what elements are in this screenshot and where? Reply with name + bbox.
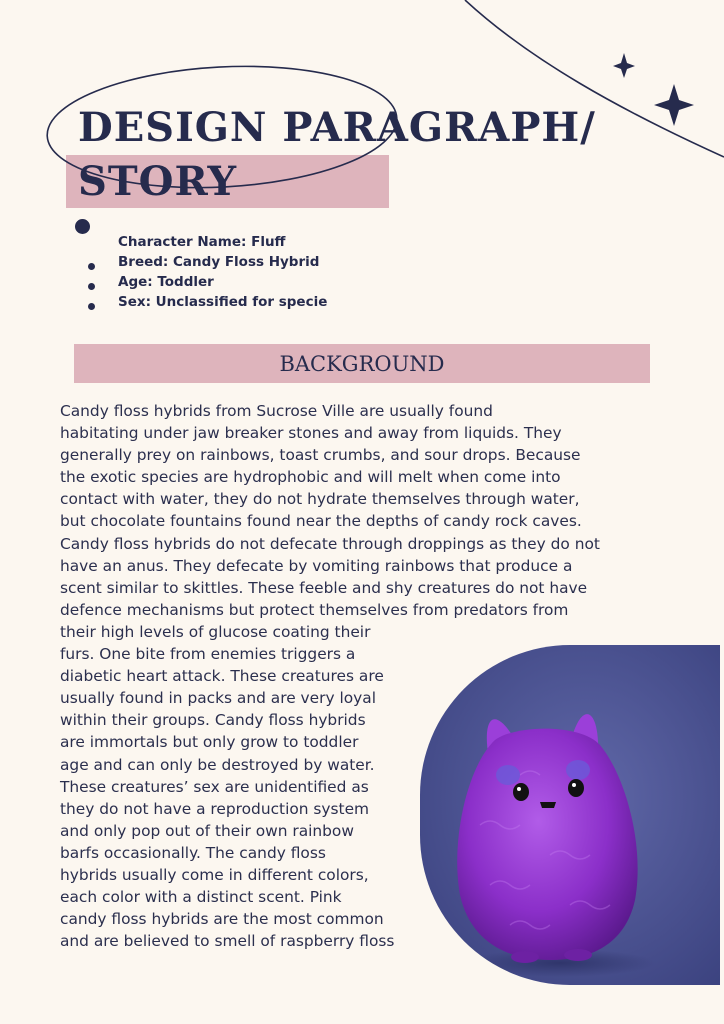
story-line: habitating under jaw breaker stones and away from liquids. They: [60, 424, 562, 443]
story-line: they do not have a reproduction system: [60, 799, 370, 818]
story-line: hybrids usually come in different colors,: [60, 865, 369, 884]
page-title-line-2: STORY: [78, 158, 238, 205]
story-line: the exotic species are hydrophobic and will melt when come into: [60, 468, 561, 487]
story-line: their high levels of glucose coating their: [60, 622, 371, 641]
story-line: have an anus. They defecate by vomiting rainbows that produce a: [60, 556, 573, 575]
story-line: and are believed to smell of raspberry floss: [60, 932, 395, 951]
character-name: Character Name: Fluff: [118, 234, 286, 250]
story-line: usually found in packs and are very loyal: [60, 689, 376, 708]
section-heading: BACKGROUND: [279, 351, 445, 376]
story-line: age and can only be destroyed by water.: [60, 755, 375, 774]
page-title-line-1: DESIGN PARAGRAPH/: [78, 104, 596, 151]
story-line: within their groups. Candy floss hybrids: [60, 711, 366, 730]
story-line: barfs occasionally. The candy floss: [60, 843, 326, 862]
story-line: defence mechanisms but protect themselves from predators from: [60, 600, 569, 619]
story-line: contact with water, they do not hydrate themselves through water,: [60, 490, 580, 509]
story-line: diabetic heart attack. These creatures are: [60, 667, 384, 686]
story-line: furs. One bite from enemies triggers a: [60, 645, 356, 664]
character-age: Age: Toddler: [118, 274, 214, 290]
character-sex: Sex: Unclassified for specie: [118, 294, 328, 310]
story-line: and only pop out of their own rainbow: [60, 821, 354, 840]
story-line: generally prey on rainbows, toast crumbs, and sour drops. Because: [60, 446, 581, 465]
story-line: candy floss hybrids are the most common: [60, 910, 384, 929]
story-line: Candy floss hybrids do not defecate through droppings as they do not: [60, 534, 600, 553]
story-line: scent similar to skittles. These feeble and shy creatures do not have: [60, 578, 588, 597]
character-breed: Breed: Candy Floss Hybrid: [118, 254, 320, 270]
story-line: are immortals but only grow to toddler: [60, 733, 359, 752]
story-line: each color with a distinct scent. Pink: [60, 888, 342, 907]
story-line: but chocolate fountains found near the depths of candy rock caves.: [60, 512, 582, 531]
story-line: Candy floss hybrids from Sucrose Ville are usually found: [60, 402, 493, 420]
story-line: These creatures’ sex are unidentified as: [60, 777, 369, 796]
